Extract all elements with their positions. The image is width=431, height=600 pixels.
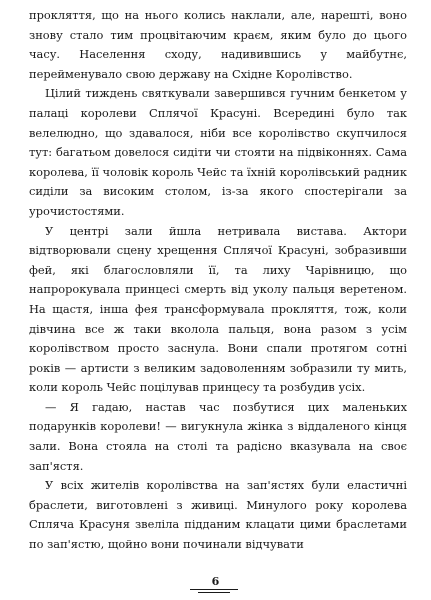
- page-footer: [0, 572, 431, 590]
- page-number-underline: [190, 589, 238, 590]
- paragraph-continuation: прокляття, що на нього колись наклали, але, нарешті, воно знову стало тим процвітаючим краєм, яким було до цього часу. Населення сходу, надивившись у майбутнє, перейменувало свою державу на Східне Королівство.: [29, 8, 407, 81]
- page-number: 6: [211, 575, 220, 588]
- paragraph-feast: Цілий тиждень святкували завершився гучним бенкетом у палаці королеви Сплячої Красуні. Всередині було так велелюдно, що здавалося, ніби все королівство скупчилося тут: багатьом довелося сидіти чи стояти на підвіконнях. Сама королева, її чоловік король Чейс та їхній королівський радник сиділи за високим столом, із-за якого спостерігали за урочистостями.: [29, 86, 407, 218]
- paragraph-performance: У центрі зали йшла нетривала вистава. Актори відтворювали сцену хрещення Сплячої Красуні, зобразивши фей, які благословляли її, та лиху Чарівницю, що напророкувала принцесі смерть від уколу пальця веретеном. На щастя, інша фея трансформувала прокляття, тож, коли дівчина все ж таки вколола пальця, вона разом з усім королівством просто заснула. Вони спали протягом сотні років — артисти з великим задоволенням зобразили ту мить, коли король Чейс поцілував принцесу та розбудив усіх.: [29, 223, 407, 395]
- paragraph-bracelets: У всіх жителів королівства на зап'ястях були еластичні браслети, виготовлені з живиці. Минулого року королева Спляча Красуня звеліла підданим клацати цими браслетами по зап'ястю, щойно вони починали відчувати: [29, 478, 407, 552]
- body-text: [29, 6, 407, 555]
- page-number-underline-short: [198, 592, 230, 593]
- paragraph-dialogue: — Я гадаю, настав час позбутися цих маленьких подарунків королеви! — вигукнула жінка з віддаленого кінця зали. Вона стояла на столі та радісно вказувала на своє зап'ястя.: [29, 399, 407, 473]
